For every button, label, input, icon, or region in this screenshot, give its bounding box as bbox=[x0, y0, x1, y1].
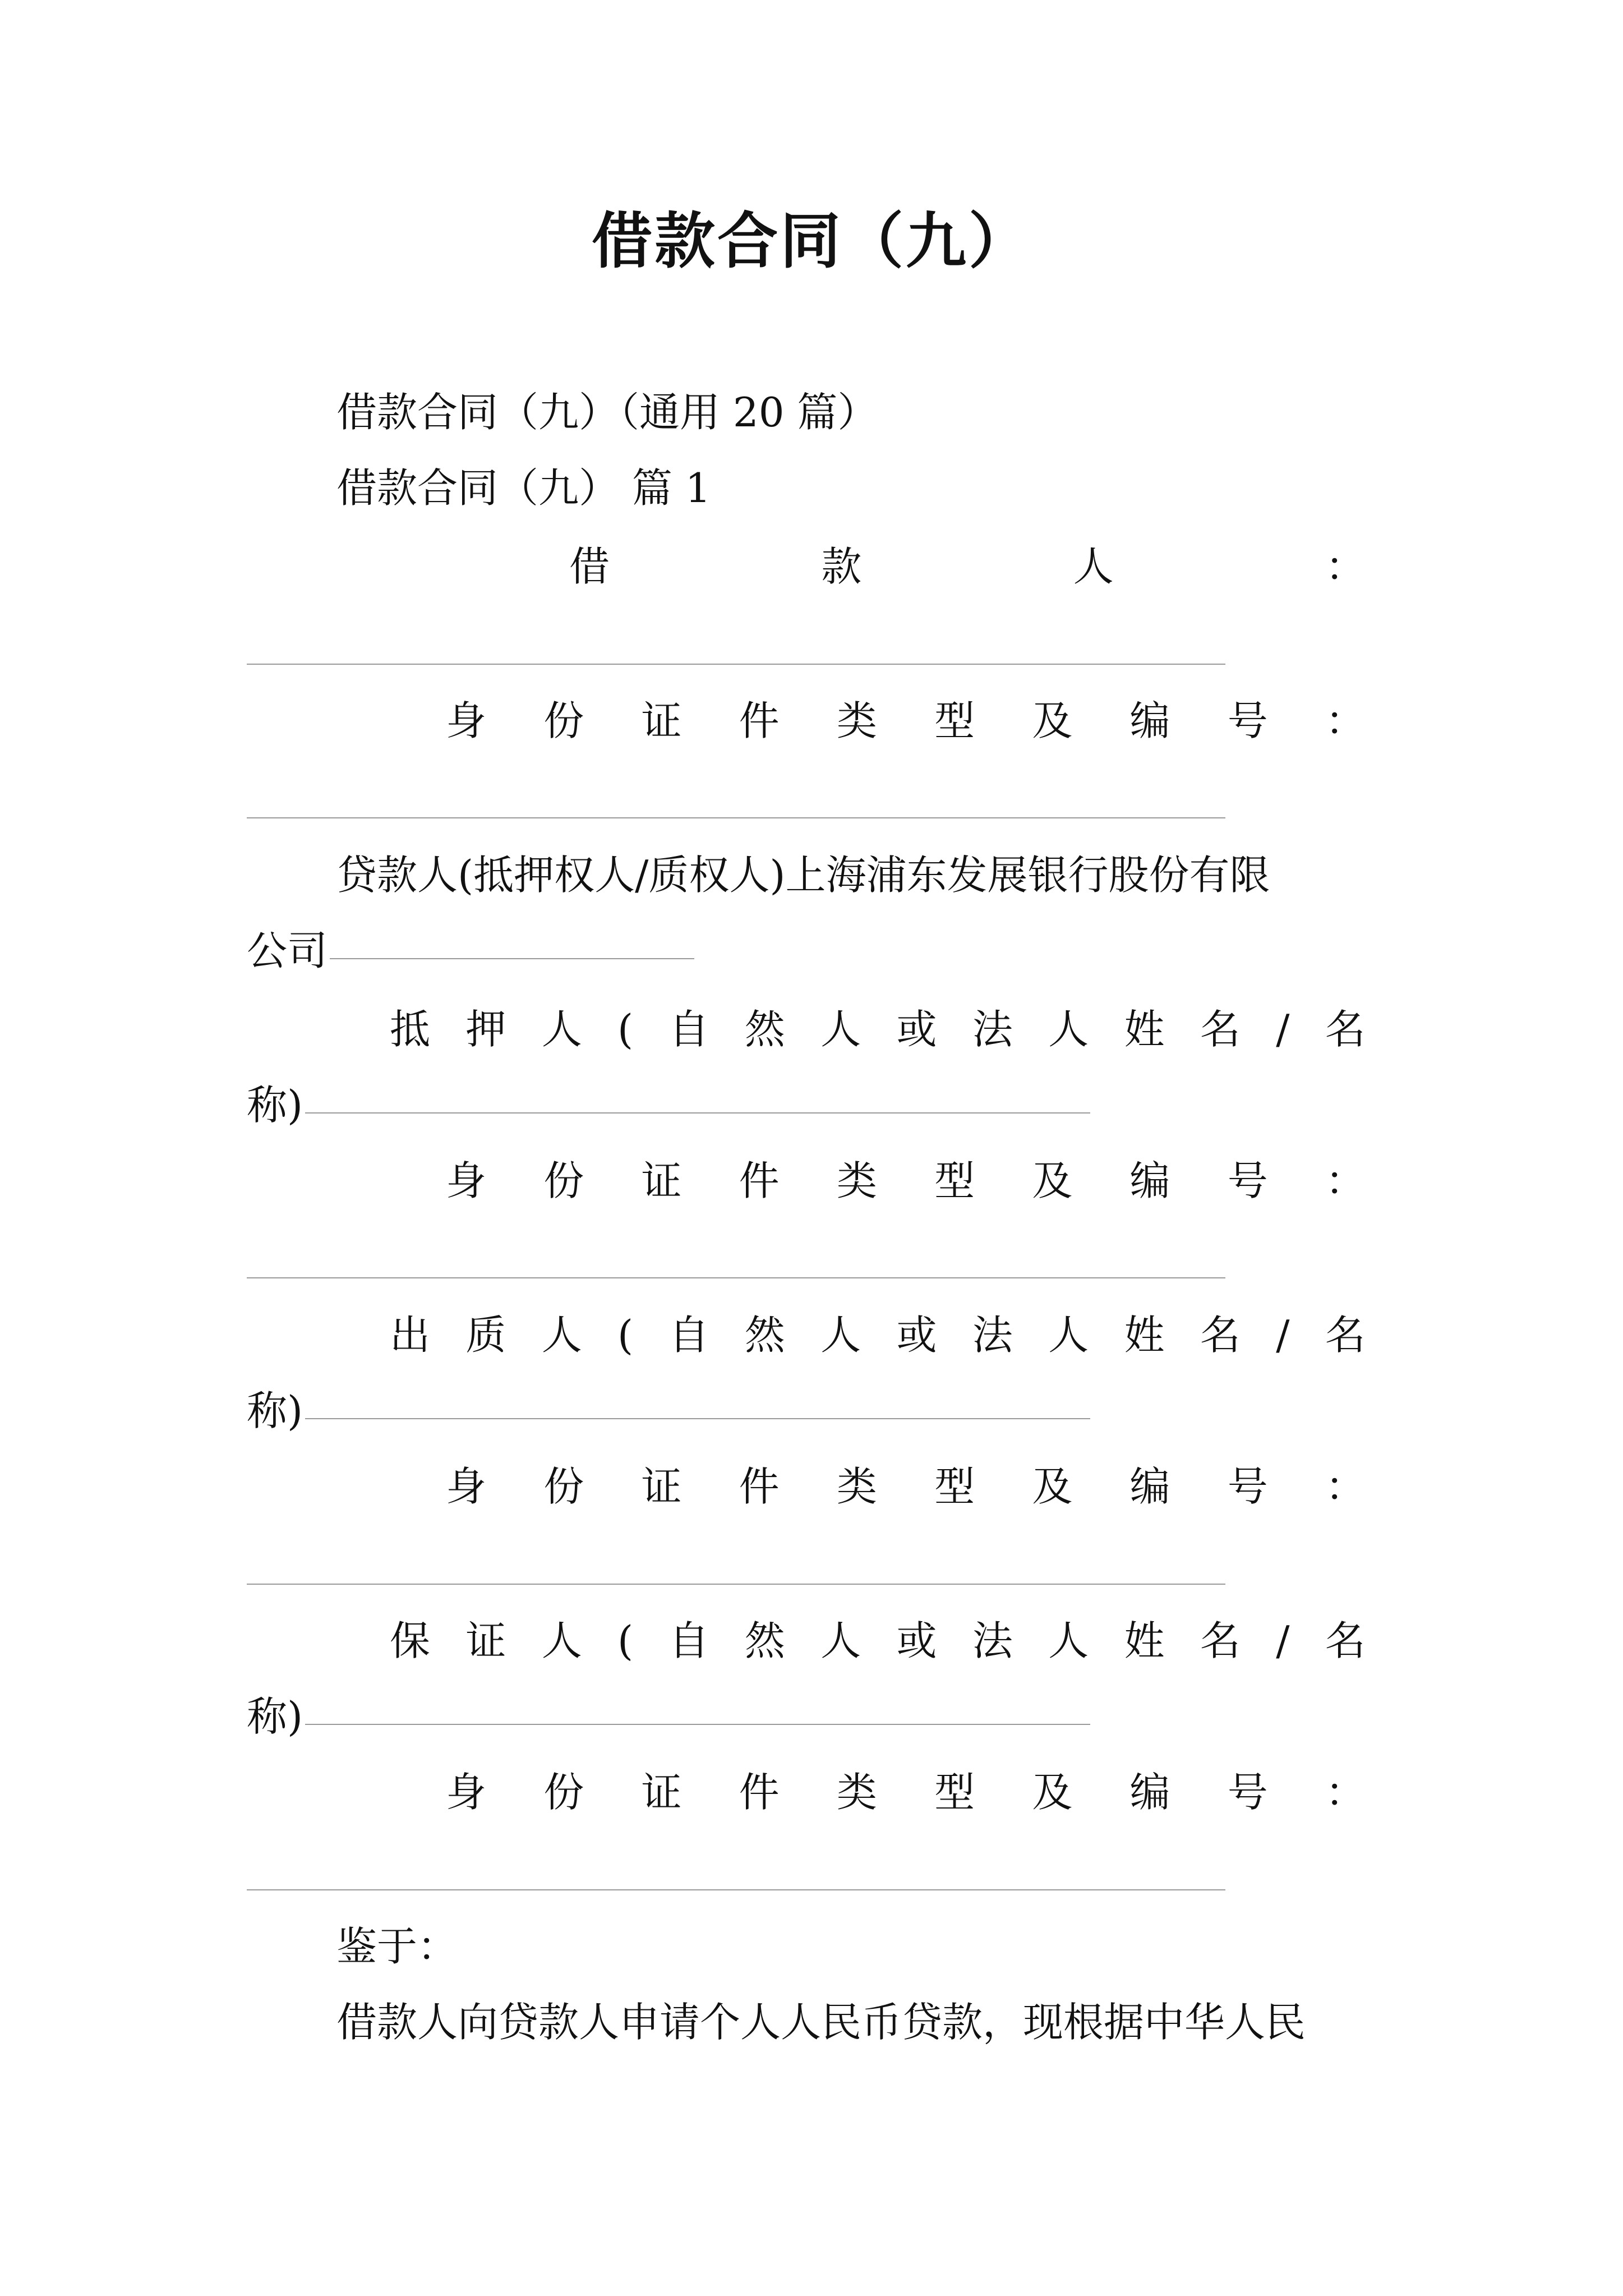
label-char: 出 bbox=[390, 1312, 431, 1359]
pledgor-name-suffix: 称) bbox=[247, 1387, 303, 1434]
label-char: 自 bbox=[668, 1617, 709, 1664]
guarantor-name-line bbox=[247, 1686, 1090, 1747]
borrower-id-label bbox=[446, 690, 1366, 752]
label-char: 人 bbox=[1048, 1006, 1089, 1053]
label-char: ： bbox=[1325, 1463, 1366, 1510]
label-char: 名 bbox=[1200, 1006, 1241, 1053]
label-char: 类 bbox=[836, 697, 877, 744]
section-heading: 借款合同（九） 篇 1 bbox=[336, 464, 711, 512]
body-paragraph-line: 借款人向贷款人申请个人人民币贷款，现根据中华人民 bbox=[336, 1999, 1306, 2046]
label-char: ： bbox=[1325, 1157, 1366, 1204]
borrower-id-blank-line bbox=[247, 817, 1225, 818]
label-char: 编 bbox=[1129, 1769, 1170, 1816]
label-char: 然 bbox=[744, 1312, 785, 1359]
label-char: 人 bbox=[820, 1312, 861, 1359]
label-char: 自 bbox=[668, 1312, 709, 1359]
label-char: 或 bbox=[896, 1006, 937, 1053]
guarantor-blank-line bbox=[305, 1724, 1090, 1725]
mortgagor-blank-line bbox=[305, 1112, 1090, 1114]
label-char: 然 bbox=[744, 1617, 785, 1664]
label-char: 号 bbox=[1227, 697, 1268, 744]
label-char: 人 bbox=[1073, 543, 1114, 590]
label-char: 号 bbox=[1227, 1157, 1268, 1204]
lender-line-2 bbox=[247, 920, 694, 982]
label-char: 名 bbox=[1325, 1617, 1366, 1664]
label-char: 姓 bbox=[1124, 1617, 1165, 1664]
label-char: 编 bbox=[1129, 1463, 1170, 1510]
label-char: 型 bbox=[934, 697, 975, 744]
label-char: ： bbox=[1325, 697, 1366, 744]
mortgagor-name-suffix: 称) bbox=[247, 1082, 303, 1129]
label-char: 姓 bbox=[1124, 1312, 1165, 1359]
label-char: 及 bbox=[1032, 1157, 1073, 1204]
label-char: 证 bbox=[465, 1617, 506, 1664]
label-char: 然 bbox=[744, 1006, 785, 1053]
label-char: 人 bbox=[541, 1006, 582, 1053]
document-subtitle: 借款合同（九）（通用 20 篇） bbox=[336, 389, 878, 436]
label-char: 号 bbox=[1227, 1463, 1268, 1510]
label-char: 身 bbox=[446, 1769, 487, 1816]
label-char: 份 bbox=[543, 1769, 584, 1816]
label-char: 型 bbox=[934, 1463, 975, 1510]
label-char: 款 bbox=[821, 543, 862, 590]
label-char: 质 bbox=[465, 1312, 506, 1359]
mortgagor-name-line bbox=[247, 1074, 1090, 1136]
guarantor-id-label bbox=[446, 1761, 1366, 1823]
label-char: 名 bbox=[1200, 1312, 1241, 1359]
guarantor-name-suffix: 称) bbox=[247, 1693, 303, 1740]
label-char: ( bbox=[617, 1006, 634, 1053]
label-char: / bbox=[1276, 1312, 1290, 1359]
label-char: 身 bbox=[446, 697, 487, 744]
label-char: 自 bbox=[668, 1006, 709, 1053]
guarantor-label bbox=[390, 1610, 1366, 1672]
label-char: 编 bbox=[1129, 1157, 1170, 1204]
pledgor-label bbox=[390, 1304, 1366, 1366]
label-char: 类 bbox=[836, 1157, 877, 1204]
label-char: 件 bbox=[739, 1463, 780, 1510]
label-char: 及 bbox=[1032, 1463, 1073, 1510]
label-char: 法 bbox=[972, 1617, 1013, 1664]
label-char: 型 bbox=[934, 1769, 975, 1816]
label-char: 证 bbox=[641, 1157, 682, 1204]
label-char: 证 bbox=[641, 1769, 682, 1816]
lender-company-text: 公司 bbox=[247, 927, 328, 974]
label-char: ： bbox=[1325, 1769, 1366, 1816]
whereas-heading: 鉴于： bbox=[336, 1923, 458, 1970]
label-char: ： bbox=[1325, 543, 1366, 590]
label-char: / bbox=[1276, 1617, 1290, 1664]
label-char: 或 bbox=[896, 1312, 937, 1359]
label-char: 或 bbox=[896, 1617, 937, 1664]
pledgor-id-blank-line bbox=[247, 1584, 1225, 1585]
label-char: 证 bbox=[641, 1463, 682, 1510]
label-char: 份 bbox=[543, 1463, 584, 1510]
label-char: 借 bbox=[569, 543, 610, 590]
label-char: 及 bbox=[1032, 1769, 1073, 1816]
label-char: 名 bbox=[1200, 1617, 1241, 1664]
label-char: 人 bbox=[820, 1617, 861, 1664]
pledgor-blank-line bbox=[305, 1418, 1090, 1419]
label-char: 押 bbox=[465, 1006, 506, 1053]
mortgagor-label bbox=[390, 999, 1366, 1060]
label-char: 人 bbox=[541, 1312, 582, 1359]
guarantor-id-blank-line bbox=[247, 1889, 1225, 1890]
label-char: 抵 bbox=[390, 1006, 431, 1053]
label-char: 身 bbox=[446, 1157, 487, 1204]
label-char: 件 bbox=[739, 1157, 780, 1204]
label-char: 保 bbox=[390, 1617, 431, 1664]
label-char: 编 bbox=[1129, 697, 1170, 744]
label-char: 人 bbox=[1048, 1312, 1089, 1359]
label-char: 姓 bbox=[1124, 1006, 1165, 1053]
borrower-blank-line bbox=[247, 664, 1225, 665]
label-char: 名 bbox=[1325, 1006, 1366, 1053]
lender-line-1: 贷款人(抵押权人/质权人)上海浦东发展银行股份有限 bbox=[336, 852, 1270, 899]
label-char: 号 bbox=[1227, 1769, 1268, 1816]
label-char: 型 bbox=[934, 1157, 975, 1204]
label-char: 份 bbox=[543, 1157, 584, 1204]
label-char: / bbox=[1276, 1006, 1290, 1053]
mortgagor-id-label bbox=[446, 1150, 1366, 1212]
label-char: 份 bbox=[543, 697, 584, 744]
lender-blank-line bbox=[330, 958, 694, 959]
mortgagor-id-blank-line bbox=[247, 1277, 1225, 1278]
pledgor-name-line bbox=[247, 1380, 1090, 1442]
label-char: 类 bbox=[836, 1769, 877, 1816]
label-char: ( bbox=[617, 1617, 634, 1664]
label-char: 证 bbox=[641, 697, 682, 744]
label-char: 人 bbox=[1048, 1617, 1089, 1664]
label-char: 类 bbox=[836, 1463, 877, 1510]
label-char: 法 bbox=[972, 1312, 1013, 1359]
document-title: 借款合同（九） bbox=[591, 206, 1031, 277]
label-char: 身 bbox=[446, 1463, 487, 1510]
label-char: 件 bbox=[739, 1769, 780, 1816]
label-char: ( bbox=[617, 1312, 634, 1359]
label-char: 法 bbox=[972, 1006, 1013, 1053]
label-char: 件 bbox=[739, 697, 780, 744]
label-char: 名 bbox=[1325, 1312, 1366, 1359]
borrower-label bbox=[569, 536, 1366, 597]
label-char: 人 bbox=[541, 1617, 582, 1664]
label-char: 及 bbox=[1032, 697, 1073, 744]
label-char: 人 bbox=[820, 1006, 861, 1053]
pledgor-id-label bbox=[446, 1456, 1366, 1517]
